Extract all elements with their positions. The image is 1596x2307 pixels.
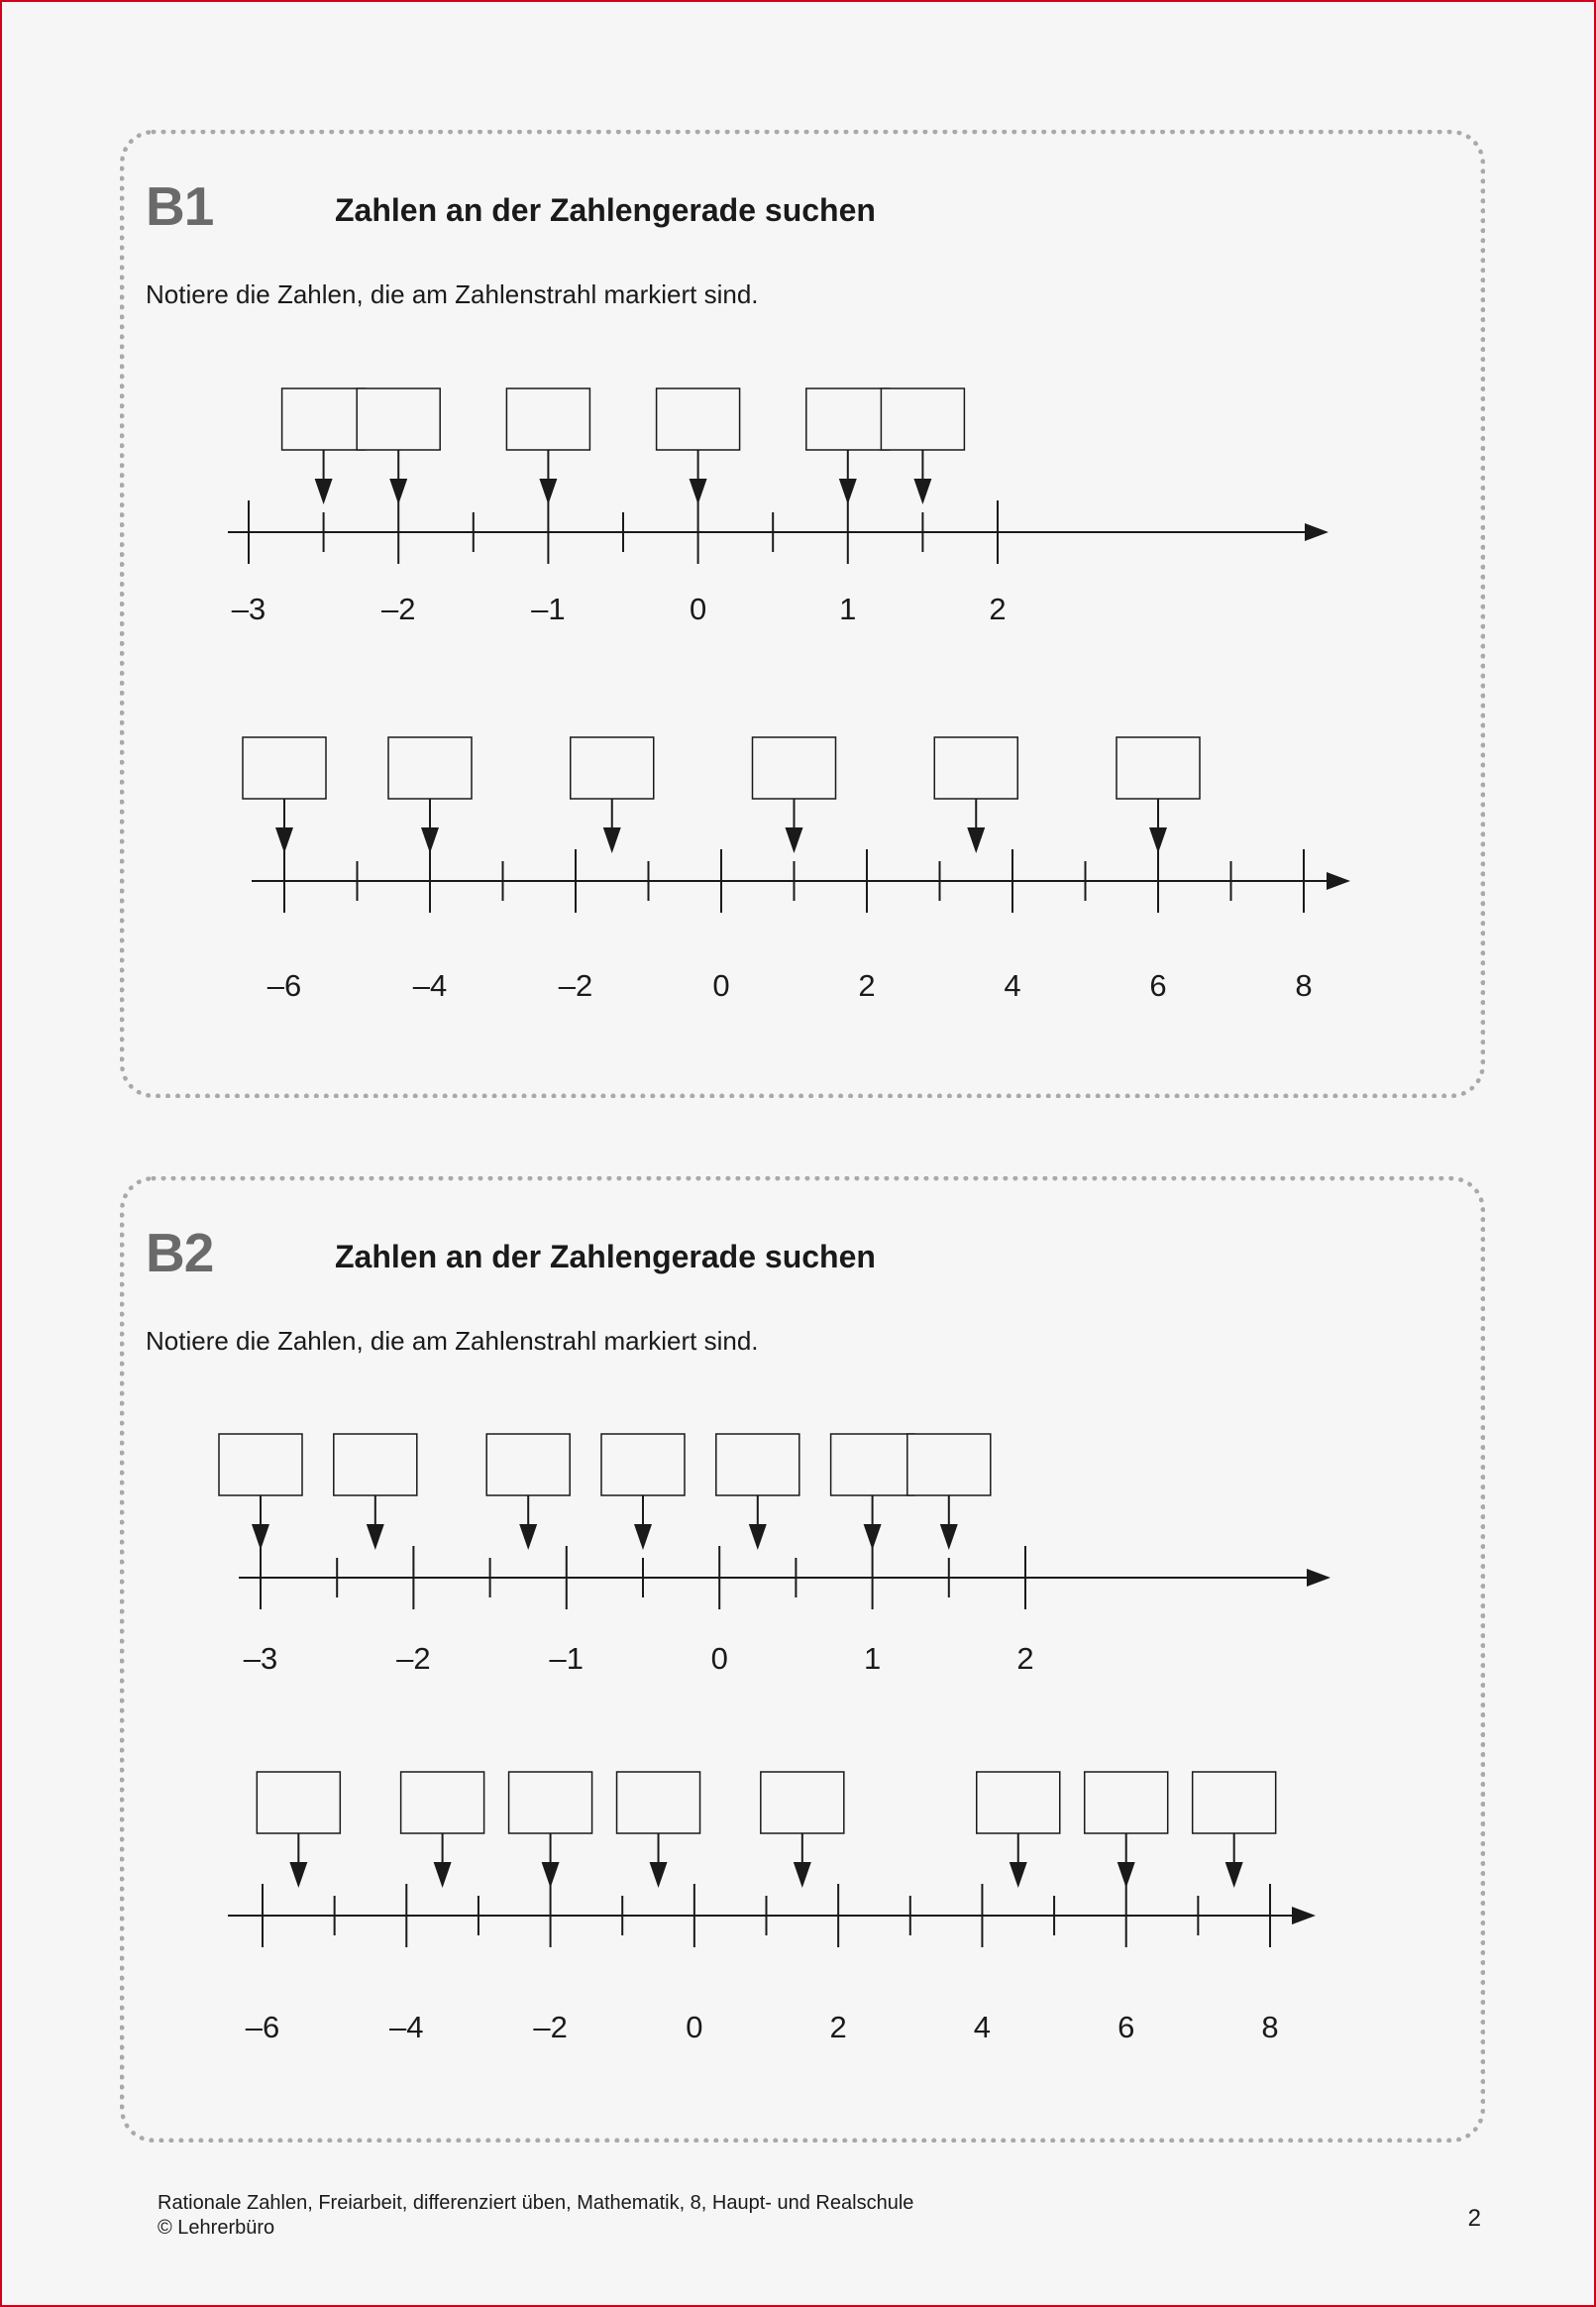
answer-marker (257, 1772, 340, 1888)
number-line (228, 1772, 1316, 2044)
tick-label: –3 (243, 1641, 278, 1676)
pointer-arrow-icon (864, 1524, 882, 1550)
answer-marker (617, 1772, 700, 1888)
answer-marker (243, 737, 326, 853)
tick-label: –2 (396, 1641, 431, 1676)
tick-label: 6 (1117, 2010, 1135, 2044)
pointer-arrow-icon (967, 827, 985, 853)
tick-label: –6 (245, 2010, 280, 2044)
exercise-code: B1 (146, 175, 214, 237)
answer-box[interactable] (934, 737, 1017, 799)
answer-box[interactable] (806, 388, 890, 450)
pointer-arrow-icon (542, 1862, 560, 1888)
exercise-code: B2 (146, 1222, 214, 1283)
answer-marker (806, 388, 890, 504)
answer-box[interactable] (357, 388, 440, 450)
answer-marker (506, 388, 589, 504)
pointer-arrow-icon (315, 479, 333, 504)
tick-label: 4 (1004, 968, 1021, 1003)
exercise-instruction: Notiere die Zahlen, die am Zahlenstrahl markiert sind. (146, 1326, 759, 1356)
answer-marker (334, 1434, 417, 1550)
answer-box[interactable] (977, 1772, 1060, 1833)
answer-box[interactable] (716, 1434, 799, 1495)
footer (158, 2191, 913, 2241)
pointer-arrow-icon (1225, 1862, 1243, 1888)
answer-box[interactable] (509, 1772, 592, 1833)
exercise-instruction: Notiere die Zahlen, die am Zahlenstrahl markiert sind. (146, 279, 759, 309)
pointer-arrow-icon (1010, 1862, 1027, 1888)
pointer-arrow-icon (839, 479, 857, 504)
pointer-arrow-icon (275, 827, 293, 853)
exercise-title: Zahlen an der Zahlengerade suchen (335, 192, 876, 228)
axis-arrow-icon (1292, 1907, 1316, 1924)
answer-box[interactable] (753, 737, 836, 799)
answer-marker (601, 1434, 685, 1550)
tick-label: 2 (1016, 1641, 1034, 1676)
number-line (243, 737, 1350, 1003)
answer-marker (388, 737, 472, 853)
tick-label: –1 (549, 1641, 585, 1676)
tick-label: 2 (989, 592, 1007, 626)
pointer-arrow-icon (634, 1524, 652, 1550)
tick-label: –2 (380, 592, 416, 626)
tick-label: –3 (231, 592, 266, 626)
answer-marker (907, 1434, 991, 1550)
answer-box[interactable] (881, 388, 964, 450)
tick-label: 1 (863, 1641, 882, 1676)
answer-marker (1117, 737, 1200, 853)
pointer-arrow-icon (603, 827, 621, 853)
tick-label: 0 (710, 1641, 728, 1676)
axis-arrow-icon (1305, 523, 1329, 541)
number-line (228, 388, 1329, 626)
pointer-arrow-icon (367, 1524, 384, 1550)
tick-label: 2 (829, 2010, 847, 2044)
answer-marker (401, 1772, 484, 1888)
answer-marker (657, 388, 740, 504)
answer-marker (509, 1772, 592, 1888)
pointer-arrow-icon (252, 1524, 269, 1550)
answer-box[interactable] (761, 1772, 844, 1833)
answer-box[interactable] (831, 1434, 914, 1495)
pointer-arrow-icon (1149, 827, 1167, 853)
tick-label: –1 (531, 592, 566, 626)
pointer-arrow-icon (786, 827, 803, 853)
pointer-arrow-icon (650, 1862, 668, 1888)
tick-label: 6 (1149, 968, 1167, 1003)
pointer-arrow-icon (690, 479, 707, 504)
answer-marker (219, 1434, 302, 1550)
answer-marker (716, 1434, 799, 1550)
pointer-arrow-icon (434, 1862, 452, 1888)
answer-marker (357, 388, 440, 504)
answer-marker (761, 1772, 844, 1888)
answer-box[interactable] (907, 1434, 991, 1495)
answer-box[interactable] (243, 737, 326, 799)
answer-marker (934, 737, 1017, 853)
pointer-arrow-icon (794, 1862, 811, 1888)
pointer-arrow-icon (289, 1862, 307, 1888)
tick-label: –6 (266, 968, 302, 1003)
answer-box[interactable] (388, 737, 472, 799)
answer-marker (571, 737, 654, 853)
answer-box[interactable] (1117, 737, 1200, 799)
answer-box[interactable] (657, 388, 740, 450)
footer-source: Rationale Zahlen, Freiarbeit, differenziert üben, Mathematik, 8, Haupt- und Realschule (158, 2192, 914, 2214)
tick-label: –2 (533, 2010, 568, 2044)
number-lines-b1 (125, 135, 1480, 1093)
pointer-arrow-icon (421, 827, 439, 853)
pointer-arrow-icon (1117, 1862, 1135, 1888)
pointer-arrow-icon (913, 479, 931, 504)
tick-label: 4 (973, 2010, 992, 2044)
pointer-arrow-icon (749, 1524, 767, 1550)
answer-box[interactable] (506, 388, 589, 450)
answer-box[interactable] (1193, 1772, 1276, 1833)
answer-box[interactable] (601, 1434, 685, 1495)
answer-marker (831, 1434, 914, 1550)
page-number: 2 (1467, 2205, 1481, 2232)
pointer-arrow-icon (940, 1524, 958, 1550)
axis-arrow-icon (1307, 1569, 1330, 1587)
answer-box[interactable] (617, 1772, 700, 1833)
tick-label: 1 (839, 592, 857, 626)
exercise-card-b2 (120, 1176, 1485, 2142)
answer-box[interactable] (282, 388, 366, 450)
answer-box[interactable] (571, 737, 654, 799)
answer-box[interactable] (401, 1772, 484, 1833)
answer-box[interactable] (1085, 1772, 1168, 1833)
tick-label: 8 (1295, 968, 1313, 1003)
tick-label: 0 (712, 968, 730, 1003)
pointer-arrow-icon (519, 1524, 537, 1550)
tick-label: –2 (558, 968, 593, 1003)
pointer-arrow-icon (389, 479, 407, 504)
answer-marker (282, 388, 366, 504)
tick-label: –4 (412, 968, 448, 1003)
answer-box[interactable] (334, 1434, 417, 1495)
exercise-title: Zahlen an der Zahlengerade suchen (335, 1239, 876, 1274)
answer-marker (1085, 1772, 1168, 1888)
answer-box[interactable] (219, 1434, 302, 1495)
tick-label: 0 (689, 592, 707, 626)
tick-label: 8 (1261, 2010, 1279, 2044)
pointer-arrow-icon (539, 479, 557, 504)
axis-arrow-icon (1327, 872, 1350, 890)
answer-marker (1193, 1772, 1276, 1888)
answer-marker (486, 1434, 570, 1550)
exercise-card-b1 (120, 130, 1485, 1098)
answer-box[interactable] (257, 1772, 340, 1833)
answer-marker (881, 388, 964, 504)
number-line (219, 1434, 1330, 1676)
answer-marker (977, 1772, 1060, 1888)
number-lines-b2 (125, 1181, 1480, 2138)
answer-marker (753, 737, 836, 853)
tick-label: 2 (858, 968, 876, 1003)
answer-box[interactable] (486, 1434, 570, 1495)
tick-label: 0 (686, 2010, 703, 2044)
tick-label: –4 (389, 2010, 424, 2044)
footer-copyright: © Lehrerbüro (158, 2217, 275, 2239)
